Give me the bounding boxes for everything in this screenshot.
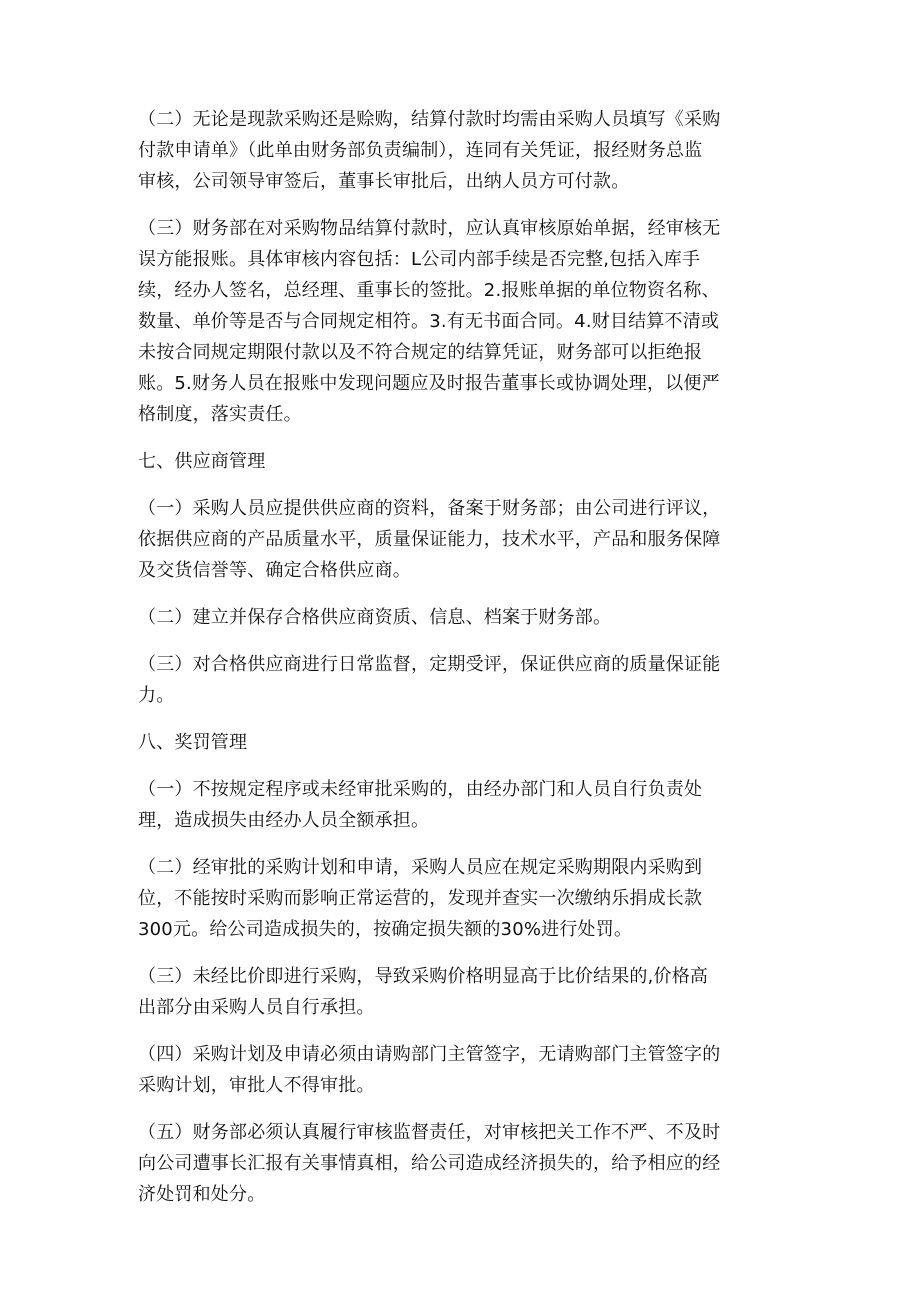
- text-line: （三）财务部在对采购物品结算付款时，应认真审核原始单据，经审核无: [138, 218, 721, 239]
- text-line: （二）无论是现款采购还是赊购，结算付款时均需由采购人员填写《采购: [138, 109, 721, 130]
- text-line: 力。: [138, 685, 175, 706]
- paragraph-finance-audit: [138, 213, 788, 430]
- text-line: （三）未经比价即进行采购，导致采购价格明显高于比价结果的,价格高: [138, 966, 709, 987]
- paragraph-price-comparison: [138, 961, 788, 1023]
- text-line: （二）经审批的采购计划和申请，采购人员应在规定采购期限内采购到: [138, 857, 703, 878]
- text-line: 向公司遭事长汇报有关事情真相，给公司造成经济损失的，给予相应的经: [138, 1153, 721, 1174]
- text-line: （一）不按规定程序或未经审批采购的，由经办部门和人员自行负责处: [138, 779, 703, 800]
- text-line: （四）采购计划及申请必须由请购部门主管签字，无请购部门主管签字的: [138, 1044, 721, 1065]
- text-line: 续，经办人签名，总经理、重事长的签批。2.报账单据的单位物资名称、: [138, 280, 720, 301]
- text-line: 济处罚和处分。: [138, 1184, 266, 1205]
- text-line: 数量、单价等是否与合同规定相符。3.有无书面合同。4.财目结算不清或: [138, 311, 720, 332]
- paragraph-signature-requirement: [138, 1039, 788, 1101]
- text-line: 付款申请单》（此单由财务部负责编制），连同有关凭证，报经财务总监: [138, 140, 703, 161]
- text-line: 出部分由采购人员自行承担。: [138, 997, 375, 1018]
- text-line: 审核，公司领导审签后，董事长审批后，出纳人员方可付款。: [138, 171, 630, 192]
- paragraph-purchase-deadline: [138, 852, 788, 945]
- paragraph-supplier-archive: [138, 602, 788, 633]
- section-heading-rewards-penalties: 八、奖罚管理: [138, 732, 248, 753]
- text-line: 账。5.财务人员在报账中发现问题应及时报告董事长或协调处理，以便严: [138, 373, 720, 394]
- text-line: （二）建立并保存合格供应商资质、信息、档案于财务部。: [138, 607, 612, 628]
- text-line: 理，造成损失由经办人员全额承担。: [138, 810, 430, 831]
- text-line: （五）财务部必须认真履行审核监督责任，对审核把关工作不严、不及时: [138, 1122, 721, 1143]
- text-line: 300元。给公司造成损失的，按确定损失额的30%进行处罚。: [138, 919, 633, 940]
- section-heading-supplier-management: 七、供应商管理: [138, 451, 266, 472]
- paragraph-supplier-supervision: [138, 649, 788, 711]
- document-body: [138, 104, 788, 1226]
- text-line: 采购计划，审批人不得审批。: [138, 1075, 375, 1096]
- text-line: 及交货信誉等、确定合格供应商。: [138, 560, 411, 581]
- text-line: 未按合同规定期限付款以及不符合规定的结算凭证，财务部可以拒绝报: [138, 342, 703, 363]
- text-line: 误方能报账。具体审核内容包括：L公司内部手续是否完整,包括入库手: [138, 249, 701, 270]
- text-line: 位，不能按时采购而影响正常运营的，发现并查实一次缴纳乐捐成长款: [138, 888, 703, 909]
- text-line: （一）采购人员应提供供应商的资料，备案于财务部；由公司进行评议，: [138, 498, 721, 519]
- text-line: 依据供应商的产品质量水平，质量保证能力，技术水平，产品和服务保障: [138, 529, 721, 550]
- paragraph-unapproved-purchase: [138, 774, 788, 836]
- paragraph-payment-application: [138, 104, 788, 197]
- paragraph-supplier-info: [138, 493, 788, 586]
- text-line: 格制度，落实责任。: [138, 404, 302, 425]
- text-line: （三）对合格供应商进行日常监督，定期受评，保证供应商的质量保证能: [138, 654, 721, 675]
- paragraph-finance-responsibility: [138, 1117, 788, 1210]
